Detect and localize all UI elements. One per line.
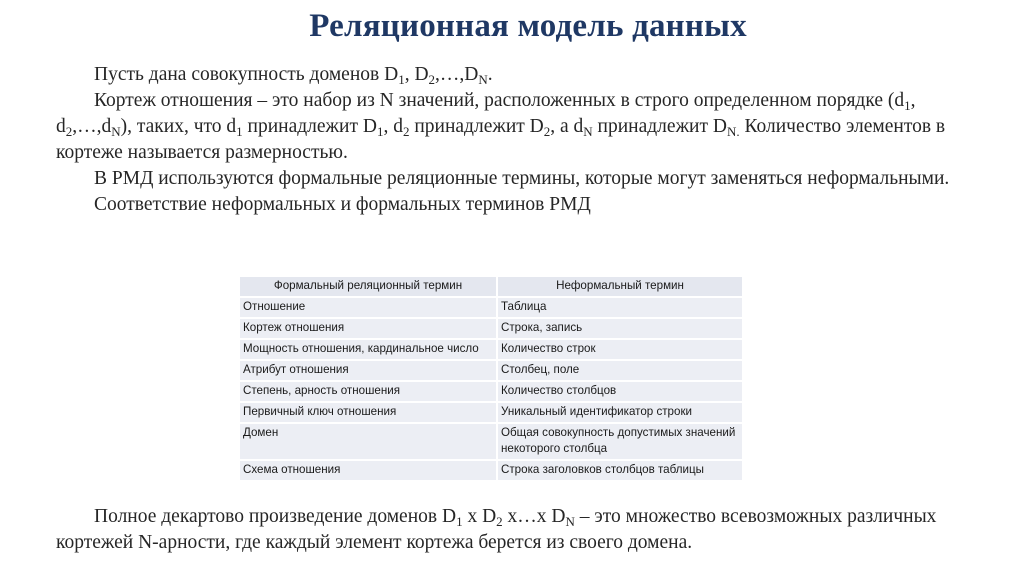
terms-table — [238, 275, 744, 482]
table-cell: Мощность отношения, кардинальное число — [240, 340, 496, 359]
subscript: 2 — [65, 124, 73, 139]
table-cell: Количество строк — [498, 340, 742, 359]
subscript: N — [111, 124, 121, 139]
subscript: 2 — [428, 72, 436, 87]
text-run: Количество элементов в кортеже называется размерностью. — [56, 116, 946, 163]
slide-title: Реляционная модель данных — [309, 8, 747, 44]
table-cell: Степень, арность отношения — [240, 382, 496, 401]
text-run: , d — [383, 116, 403, 137]
table-row — [240, 403, 742, 422]
text-run: Полное декартово произведение доменов D — [94, 506, 457, 527]
subscript: 1 — [236, 124, 243, 139]
paragraph-table-caption: Соответствие неформальных и формальных терминов РМД — [94, 194, 591, 215]
paragraph-domains — [56, 62, 976, 88]
table-cell: Кортеж отношения — [240, 319, 496, 338]
text-run: , D — [404, 64, 429, 85]
table-cell: Строка заголовков столбцов таблицы — [498, 461, 742, 480]
subscript: 1 — [376, 124, 384, 139]
table-cell: Таблица — [498, 298, 742, 317]
table-row — [240, 382, 742, 401]
text-run: , d — [56, 90, 916, 137]
subscript: N. — [726, 124, 740, 139]
subscript: 2 — [496, 514, 503, 529]
text-run: принадлежит D — [242, 116, 377, 137]
subscript: N — [478, 72, 488, 87]
table-cell: Отношение — [240, 298, 496, 317]
table-row — [240, 461, 742, 480]
slide-body — [56, 62, 976, 218]
subscript: 1 — [398, 72, 405, 87]
text-run: принадлежит D — [592, 116, 727, 137]
paragraph-terms-intro: В РМД используются формальные реляционные термины, которые могут заменяться неформальными. — [94, 168, 950, 189]
table-cell: Домен — [240, 424, 496, 459]
text-run: x…x D — [502, 506, 566, 527]
text-run: x D — [462, 506, 497, 527]
text-run: – это множество всевозможных различных кортежей N-арности, где каждый элемент кортежа берется из своего домена. — [56, 506, 937, 553]
table-cell: Схема отношения — [240, 461, 496, 480]
subscript: N — [583, 124, 593, 139]
text-run: Пусть дана совокупность доменов D — [94, 64, 399, 85]
paragraph-tuple-definition — [56, 88, 976, 166]
text-run: ,…,D — [435, 64, 479, 85]
table-row — [240, 361, 742, 380]
table-cell: Общая совокупность допустимых значений некоторого столбца — [498, 424, 742, 459]
table-cell: Строка, запись — [498, 319, 742, 338]
subscript: N — [565, 514, 575, 529]
table-cell: Уникальный идентификатор строки — [498, 403, 742, 422]
table-cell: Количество столбцов — [498, 382, 742, 401]
text-run: ), таких, что d — [120, 116, 237, 137]
text-run: . — [487, 64, 493, 85]
text-run: принадлежит D — [409, 116, 544, 137]
subscript: 1 — [456, 514, 463, 529]
subscript: 2 — [402, 124, 410, 139]
table-row — [240, 298, 742, 317]
table-cell: Столбец, поле — [498, 361, 742, 380]
table-row — [240, 424, 742, 459]
text-run: ,…,d — [72, 116, 112, 137]
subscript: 2 — [543, 124, 551, 139]
table-row — [240, 319, 742, 338]
table-cell: Атрибут отношения — [240, 361, 496, 380]
text-run: Кортеж отношения – это набор из N значений, расположенных в строго определенном порядке (d — [94, 90, 905, 111]
table-cell: Первичный ключ отношения — [240, 403, 496, 422]
subscript: 1 — [904, 98, 911, 113]
table-header-row — [240, 277, 742, 296]
header-formal-term: Формальный реляционный термин — [240, 277, 496, 296]
table-row — [240, 340, 742, 359]
text-run: , а d — [550, 116, 584, 137]
slide-footer-text — [56, 504, 976, 556]
header-informal-term: Неформальный термин — [498, 277, 742, 296]
paragraph-cartesian-product — [56, 504, 976, 556]
